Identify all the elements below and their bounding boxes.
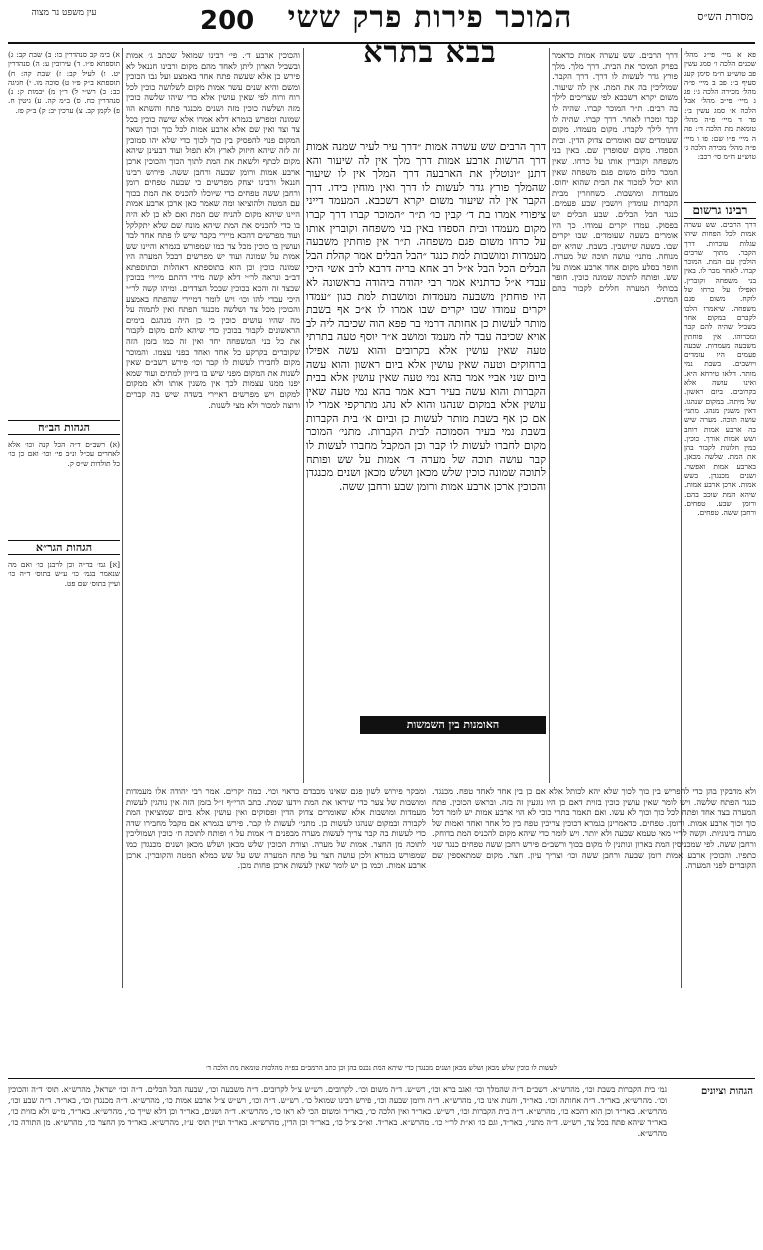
page-title: המוכר פירות פרק ששי בבא בתרא xyxy=(287,0,573,70)
gemara-column xyxy=(306,140,546,740)
header-divider xyxy=(8,42,755,44)
footer-divider xyxy=(8,1078,755,1079)
masoret-hashas-text: א) בימ קב סנהדרין כו: ב) שבת קב: ג) תוספתא פ״ו. ד) עירובין ע: ה) סנהדרין יט. ו) לעיל קב: ז) שבת קה: ח) תוספתא ב״ק פ״ו ט) סוכה מו. י) חגיגה כב: כ) רש״י ל) ר״ן מ) יבמות ק: נ) סנהדרין כח. ס) ב״מ קה. ע) גיטין ח. פ) לקמן קב. צ) ערכין יב: ק) ב״ק פז. xyxy=(8,50,120,115)
hagahot-hagra-text: [א] גמ׳ בד״ה וכן לרבנן כו׳ ואם מה שנאמר בגמ׳ כו׳ ע״ש בתוס׳ ד״ה כו׳ ועיין בתוס׳ שם פט. xyxy=(8,560,120,588)
footer-heading: הגהות וציונים xyxy=(700,1086,753,1097)
lower-rashbam-block xyxy=(432,786,756,986)
rabeinu-gershom-column xyxy=(684,220,756,780)
footer-notes: גמ׳ בית הקברות בשבת וכו׳, מהרש״א. רשב״ם ד״ה שהמלך וכו׳ ואגב ברא וכו׳, רש״ש. ד״ה משום וכו׳. לקרובים. רש״ש צ״ל לקרובים. ד״ה משבעה וכו׳, שבעה הבל הבלים. ד״ה וכו׳ ישראל, מהרש״א. תוס׳ ד״ה והכוכין וכו׳. מהרש״א, באר״ד. ד״ה אחותה וכו׳. באר״ד, וחנות אינו כו׳, מהרש״א. ד״ה ורומן שבעה וכו׳, פירש רבינו שמואל כו׳. רש״ש. ד״ה וכו׳, רש״ש צ״ל ארבע אמות כו׳, מהרש״א. ד״ה מכנגדן וכו׳, באר״ד. ד״ה שבע וכו׳, מהרש״א. באר״ד וכן הוא דהכא כו׳, מהרש״א. ד״ה בית הקברות וכו׳, רש״ש. באר״ד ואין הלכה כו׳, באר״ד ומשום הכי לא ראו כו׳, מהרש״א. ד״ה ושנים, באר״ד וכן דלא שייך כו׳, מהרש״א. באר״ד, מ״ש ולא בזוית כו׳, באר״ד שיהא פתח בכל צד, רש״ש. ד״ה מתני׳, באר״ד, וגם כו׳ וא״ת לר״י כו׳. מהרש״א. באר״ד. וא״כ צ״ל כו׳, באר״ד וכן הדין, מהרש״א. באר״ד ועיין תוס׳ ע״ז, מהרש״א. באר״ד מן החצר כו׳, מהרש״א. מן התורה כו׳, מהרש״א. xyxy=(8,1085,667,1138)
tosafot-column xyxy=(126,50,300,780)
masoret-hashas-column xyxy=(8,50,120,410)
rabeinu-gershom-text: דרך הרבים. שש עשרה אמות לכל הפחות שיהו עגלות עוברות. דרך הקבר. מתוך שרבים הולכין עם המת. המוכר קברו. לאחר מכר לו. באין בני משפחה וקוברין. ואפילו על כרחו של לוקח. משום פגם משפחה. שיאמרו הלכו לקברם במקום אחר בשביל שהיה להם קבר ומכרוהו. אין פוחתין משבעה מעמדות. שבעה פעמים היו עומדים ויושבים. בשבת נמי מותר. דלאו טירחא היא. ואינו עושה אלא בקרובים. ביום ראשון. של מיתה. במקום שנהגו. דאין משנין מנהג. מתני׳ עושה תוכה. מערה שיש בה ארבע אמות רוחב ושש אמות אורך. כוכין. כמין חלונות לקבור בהן את המת. שלשה מכאן. בארבע אמות ואפשר. ושנים מכנגדן. בשש אמות. ארכן ארבע אמות. שיהא המת שוכב בהם. ורומן שבע. טפחים. ורחבן ששה. טפחים. xyxy=(684,220,756,518)
hagahot-habach-column xyxy=(8,440,120,525)
ein-mishpat-text: פא א מיי׳ פי״ג מהל׳ שכנים הלכה ו׳ סמג עשין פב טוש״ע ח״מ סימן קעג סעיף ב׳: פב ב מיי׳ פ״ה מהל׳ מכירה הלכה ג׳: פג ג מיי׳ פי״ב מהל׳ אבל הלכה א׳ סמג עשין ב׳: פד ד מיי׳ פ״ה מהל׳ טומאת מת הלכה ד׳: פה ה מיי׳ פ״ו שם: פו ו מיי׳ פ״ה מהל׳ מכירה הלכה ג׳ טוש״ע ח״מ סי׳ רכב: xyxy=(684,50,756,162)
rabeinu-gershom-heading: רבינו גרשום xyxy=(684,202,756,219)
hagahot-habach-text: (א) רשב״ם ד״ה הכל קנה וכו׳ אלא לאחרים עכ״ל ונ״ב פי׳ וכו׳ ואם כן כו׳ כל תולדות ש״ס ק. xyxy=(8,440,120,468)
lower-tosafot-text: ומבקר פירוש לשון פגם שאינו מכבדם כראוי וכוי. כמה יקרים. אמר רבי יהודה אלו מעמדות ומושבות של צער כדי שיראו את המת וידעו שמת. כתב הרי״ף ז״ל בזמן הזה אין נוהגין לעשות מעמדות ומושבות אלא שאומרים צדוק הדין ופסוקים ואין עושין אלא ביום שמוציאין המת לקבורה ובמקום שנהגו לעשות כן. מתני׳ לעשות לו קבר. פירש בגמרא אם מקבל מחבירו שדה כדי לעשות בה קבר צריך לעשות מערה מבפנים ד׳ אמות על ו׳ ופותח לתוכה ח׳ כוכין ושמוליכין לתוכה מן החצר. אמות של מערה. וצורת הכוכין שלש מכאן ושלש מכאן ושנים מכנגדן כמו שמפורש בגמרא ולכן עושה חצר על פתח המערה שש על שש כמלא המטה והקוברין. ארכן ארבע אמות. וכמו כן יש לומר שאין לעשות ארכן פחות מכן. xyxy=(126,786,426,871)
footer-note-line: לעשות לו כוכין שלש מכאן ושלש מכאן ושנים מכנגדן כדי שיהא המת נכנס בהן וכן כתב הרמב״ם בפ״ה מהלכות טומאת מת הלכה ד׳ xyxy=(205,1064,558,1072)
hagahot-hagra-column xyxy=(8,560,120,630)
gemara-text: דרך הרבים שש עשרה אמות ״דרך עיר לעיר שמנה אמות דרך הרשות ארבע אמות דרך מלך אין לה שיעור והא דתנן ״ונוטלין את הארבעה דרך המלך אין לו שיעור שהמלך פורץ גדר לעשות לו דרך ואין מוחין בידו. דרך הקבר אין לה שיעור משום יקרא דשכבא. המעמד דייני ציפורי אמרו בת ד׳ קבין כו׳ ת״ר ״המוכר קברו דרך קברו מקום מעמדו ובית הספדו באין בני משפחה וקוברין אותו על כרחו משום פגם משפחה. ת״ר אין פוחתין משבעה מעמדות ומושבות למת כנגד ״הבל הבלים אמר קהלת הבל הבלים הכל הבל א״ל רב אחא בריה דרבא לרב אשי היכי עבדי א״ל כדתניא אמר רבי יהודה ביהודה בראשונה לא היו פוחתין משבעה מעמדות ומושבות למת כגון ״עמדו יקרים עמודו שבו יקרים שבו אמרו לו א״כ אף בשבת מותר לעשות כן אחותה דרמי בר פפא הוה שכיבה ליה לב אויא שכיבה עבד לה מעמד ומושב א״ר יוסף טעה בתרתי טעה שאין עושין אלא בקרובים והוא עשה אפילו ברחוקים וטעה שאין עושין אלא ביום ראשון והוא עשה ביום שני אביי אמר בהא נמי טעה שאין עושין אלא בבית הקברות והוא עשה בעיר רבא אמר בהא נמי טעה שאין עושין אלא במקום שנהגו והוא לא נהג מתרקפי אמרי לו אם כן אף בשבת מותר לעשות כן וביום א׳ בית הקברות בשבת נמי בעיר הסמוכה לבית הקברות. מתני׳ המוכר מקום לחברו לעשות לו קבר וכן המקבל מחברו לעשות לו קבר עושה תוכה של מערה ד׳ אמות על שש ופותח לתוכה שמונה כוכין שלש מכאן ושלש מכאן ושנים מכנגדן והכוכין ארכן ארבע אמות ורומן שבע ורחבן ששה. xyxy=(306,140,546,493)
tosafot-text: והכוכין ארבע ד׳. פי׳ רבינו שמואל שכתב ג׳ אמות ובשביל הארון ליתן לאחד מהם מקום ורבינו חננאל לא פירש כן אלא שעשה פתח אחד באמצע ועל גבו הכוכין ומשם והיא שנים עשר אמות מקום לשלושה כוכין לכל רוח ורוח לפי שאין עושין אלא כדי שיהו שלשה כוכין מזה ושלשה כוכין מזה ושנים מכנגד פתח והשתא הוו שמונה ומפרש בגמרא דלא אמרו אלא שישה כוכין בכל צד וצד ואין שם אלא ארבע אמות לכל כוך וכוך ושאר המקום פנוי להפסיק בין כוך לכוך כדי שלא יהו סמוכין זה לזה שיהא חיזוק לארץ ולא תפול ועוד דבעינן שיהא מקום לכתף ולשאת את המת לתוך הכוך והכוכין ארכן ארבע אמות ורומן שבעה ורחבן ששה. פירוש רבינו חננאל ורבינו יצחק מפרשים כי שבעה טפחים רומן ורחבן ששה טפחים כדי שיוכלו להכניס את המת בכוך עם המטה ולהוציאו ומה שאמר כאן ארכן ארבע אמות היינו שיהא מקום להניח שם המת ואם לא כן לא היה בו כדי להכניס את המת שיהא מונח שם שלא יתקלקל ועוד מפרשים דהכא מיירי בקבר שיש לו פתח אחד לבד ועושין בו כוכין מכל צד כמו שמפורש בגמרא והיינו שש אמות על שמונה ועוד יש מפרשים דבכל המערה היו שמונה כוכין וכן הוא בתוספתא דאהלות ובתוספתא דב״ב ונראה לר״י דלא קשה מידי דהתם מיירי בכוכין שבצד זה והכא בכוכין שבכל הצדדים. ומיהו קשה לר״י היכי עבדי להו וכו׳ ויש לומר דמיירי שהפתח באמצע והכוכין מכל צד ושלשה מכנגד הפתח ואין לתמוה על מה שהיו עושים כוכין כי כן היה מנהגם בימים הראשונים לקבור בכוכין כדי שיהא להם מקום לקבור את כל בני המשפחה יחד ואין זה כמו בזמן הזה שקוברים בקרקע כל אחד ואחד בפני עצמו. והמוכר מקום לחבירו לעשות לו קבר וכו׳ פירש רשב״ם שאין לשנות את המקום מפני שיש בו ביזיון למתים ועוד שמא יפנו ממנו עצמות לכך אין משנין אותו ולא ממקום למקום ויש מפרשים דאיירי בשדה שיש בה קברים ורוצה למכור ולא מצי לשנות. xyxy=(126,50,300,410)
lower-tosafot-block xyxy=(126,786,426,986)
lower-rashbam-text: ולא מדבקין בהן כדי להפריש בין כוך לכוך שלא יהא לכותל אלא אם כן בין אחד לאחד טפח. מכנגד. כנגד הפתח שלשה. ויש לומר שאין עושין כוכין בזוית דאם כן היו נוגעין זה בזה. ובראש הכוכין. פתח המערה בצד אחד ופתח לכל כוך וכוך לא עשו. ואם תאמר בתרי כוכי לא הוי ארבע אמות יש לומר דכל כוך וכוך ארבע אמות. ורומן. טפחים. כדאמרינן בגמרא דכוכין צריכין טפח בין כל אחד ואחד ואמות של מערה בינוניות. וקשה לר״י מאי טעמא שבעה ולא יותר. ויש לומר כדי שיהא מקום להכניס המת בדוחק. ורחבן ששה. לפי שמכניסין המת בארון ונותנין לו מקום בכוך ורשב״ם פירש רחבן ששה טפחים כנגד שני כתפיו. והכוכין ארבע אמות רומן שבעה ורחבן ששה וכו׳ וצריך עיון. חצר. מקום שמתאספין שם הקוברים לפני המערה. xyxy=(432,786,756,871)
column-divider xyxy=(122,48,123,988)
hagahot-habach-heading: הגהות הב״ח xyxy=(8,420,120,435)
header-left-label: עין משפט נר מצוה xyxy=(31,8,97,18)
hagahot-hagra-heading: הגהות הגר״א xyxy=(8,540,120,555)
column-divider xyxy=(303,48,304,783)
column-divider xyxy=(549,48,550,783)
ein-mishpat-column xyxy=(684,50,756,200)
rashbam-column xyxy=(552,50,678,780)
page-number: 200 xyxy=(200,6,255,36)
header-right-label: מסורת הש״ס xyxy=(697,10,753,23)
rashbam-text: דרך הרבים. שש עשרה אמות כדאמר בפרק המוכר את הבית. דרך מלך. מלך פורץ גדר לעשות לו דרך. דרך הקבר. שמוליכין בה את המת. אין לה שיעור. משום יקרא דשכבא לפי שצריכים לילך בה רבים. ת״ר המוכר קברו. שהיה לו קבר ומכרו לאחר. דרך קברו. שהיה לו דרך לילך לקברו. מקום מעמדו. מקום שעומדים שם ואומרים צדוק הדין. ובית הספדו. מקום שסופדין שם. באין בני משפחה וקוברין אותו על כרחו. שאין המכר כלום משום פגם משפחה שאין הוא יכול למכור את הבית שהוא יחוס. מעמדות ומושבות. כשחוזרין מבית הקברות עומדין ויושבין שבע פעמים. כנגד הבל הבלים. שבע הבלים יש בפסוק. עמדו יקרים עמודו. כך היו אומרים בשעה שעומדים. שבו יקרים שבו. בשעה שיושבין. בשבת. שהיא יום מנוחה. מתני׳ עושה תוכה של מערה. חופר בסלע מקום אחד ארבע אמות על שש. ופותח לתוכה שמונה כוכין. חופר בכותלי המערה חללים לקבור בהם המתים. xyxy=(552,50,678,304)
mishnah-marker: האומנות בין השמשות xyxy=(360,716,546,734)
